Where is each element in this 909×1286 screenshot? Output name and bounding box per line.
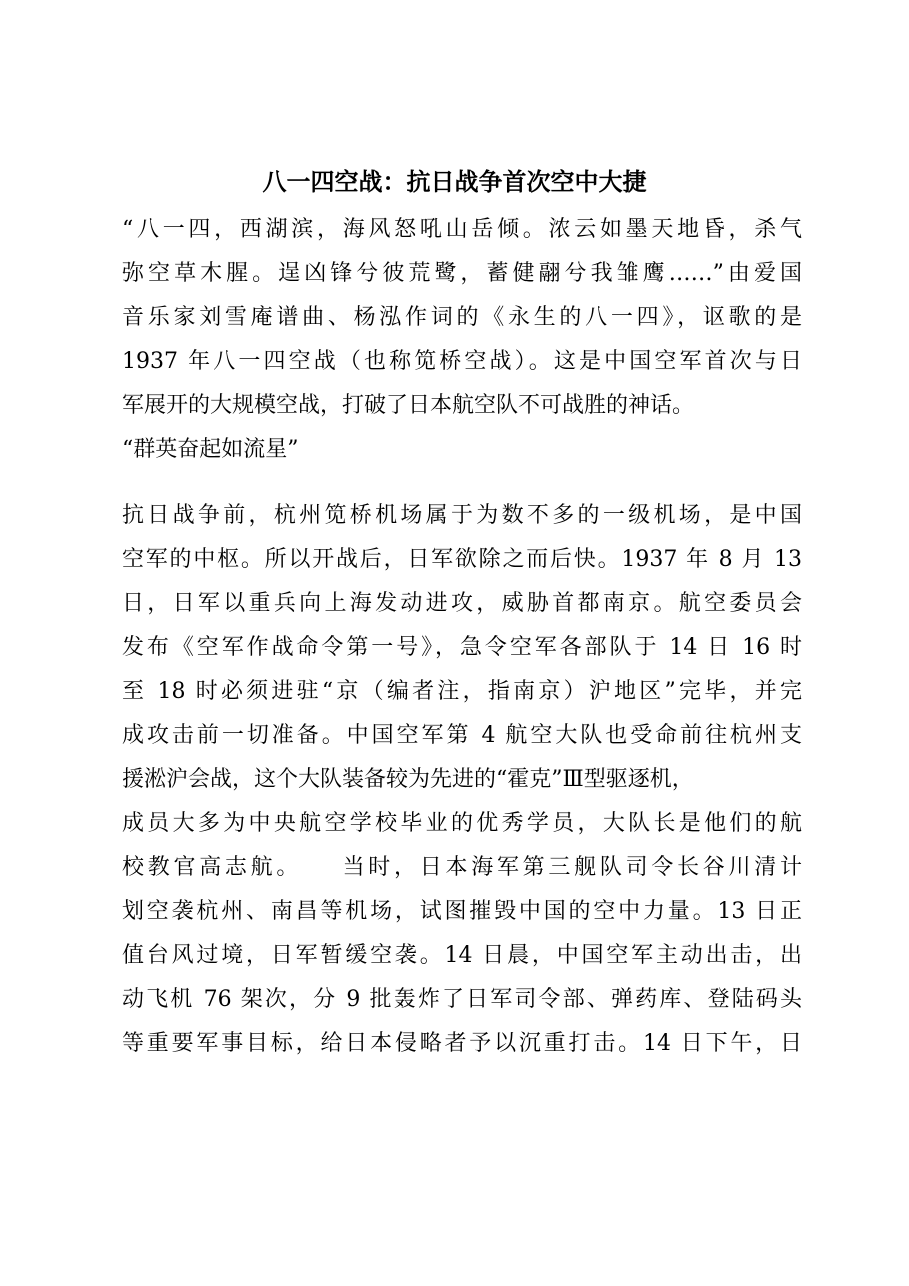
paragraph-intro — [122, 208, 802, 428]
text-line: 日，日军以重兵向上海发动进攻，威胁首都南京。航空委员会 — [122, 591, 802, 616]
text-line: 抗日战争前，杭州笕桥机场属于为数不多的一级机场，是中国 — [122, 503, 802, 528]
text-line: 1937 年八一四空战（也称笕桥空战）。这是中国空军首次与日 — [122, 349, 802, 374]
text-line: 划空袭杭州、南昌等机场，试图摧毁中国的空中力量。13 日正 — [122, 899, 802, 924]
text-line: 至 18 时必须进驻“京（编者注，指南京）沪地区”完毕，并完 — [122, 679, 802, 704]
text-line: 成攻击前一切准备。中国空军第 4 航空大队也受命前往杭州支 — [122, 723, 802, 748]
text-line: “八一四，西湖滨，海风怒吼山岳倾。浓云如墨天地昏，杀气 — [122, 217, 802, 242]
text-line: 发布《空军作战命令第一号》，急令空军各部队于 14 日 16 时 — [122, 635, 802, 660]
text-line: 等重要军事目标，给日本侵略者予以沉重打击。14 日下午，日 — [122, 1031, 802, 1056]
text-line: 弥空草木腥。逞凶锋兮彼荒鹭，蓄健翮兮我雏鹰……”由爱国 — [122, 261, 802, 286]
text-line: 军展开的大规模空战，打破了日本航空队不可战胜的神话。 — [122, 393, 695, 418]
text-line: 成员大多为中央航空学校毕业的优秀学员，大队长是他们的航 — [122, 811, 802, 836]
text-line: 音乐家刘雪庵谱曲、杨泓作词的《永生的八一四》，讴歌的是 — [122, 305, 802, 330]
text-line: 援淞沪会战，这个大队装备较为先进的“霍克”Ⅲ型驱逐机， — [122, 767, 694, 792]
subheading-text: “群英奋起如流星” — [122, 437, 299, 462]
paragraph-main — [122, 494, 802, 1066]
text-line: 值台风过境，日军暂缓空袭。14 日晨，中国空军主动出击，出 — [122, 943, 802, 968]
document-title: 八一四空战：抗日战争首次空中大捷 — [262, 167, 647, 196]
text-line: 校教官高志航。 当时，日本海军第三舰队司令长谷川清计 — [122, 855, 802, 880]
text-line: 动飞机 76 架次，分 9 批轰炸了日军司令部、弹药库、登陆码头 — [122, 987, 802, 1012]
text-line: 空军的中枢。所以开战后，日军欲除之而后快。1937 年 8 月 13 — [122, 547, 802, 572]
section-subheading — [122, 428, 802, 472]
